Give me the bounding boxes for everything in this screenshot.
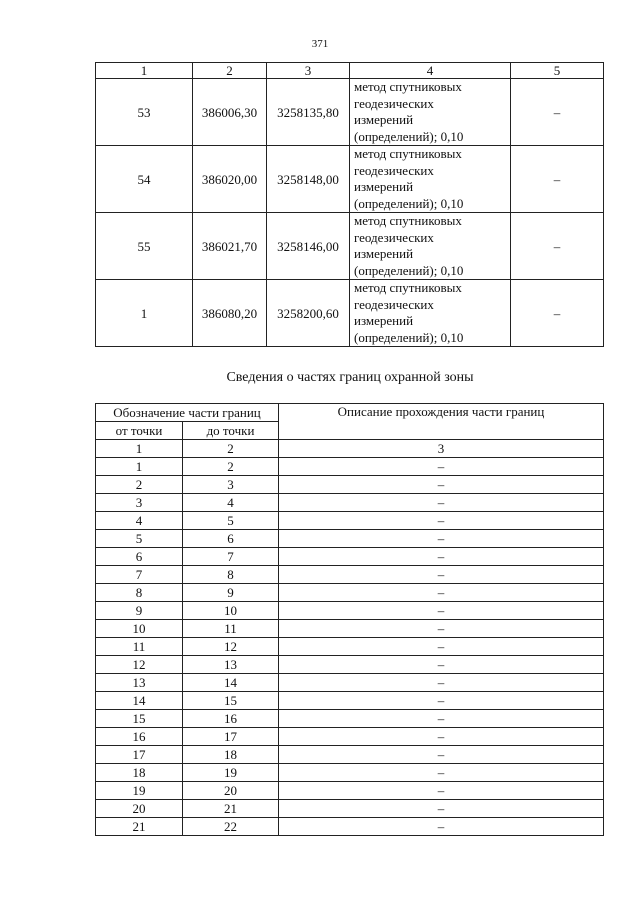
from-point-cell: 14: [96, 692, 183, 710]
description-cell: –: [279, 692, 604, 710]
description-cell: –: [279, 638, 604, 656]
coordinates-table: [95, 62, 604, 347]
to-point-cell: 16: [183, 710, 279, 728]
method-description-cell: [350, 79, 511, 146]
description-cell: –: [279, 674, 604, 692]
to-point-cell: 14: [183, 674, 279, 692]
method-line: измерений: [354, 179, 414, 194]
note-cell: –: [511, 280, 604, 347]
to-point-cell: 9: [183, 584, 279, 602]
to-point-cell: 3: [183, 476, 279, 494]
description-cell: –: [279, 818, 604, 836]
description-cell: –: [279, 782, 604, 800]
note-cell: –: [511, 79, 604, 146]
table-row: [96, 638, 604, 656]
x-coordinate-cell: 386080,20: [193, 280, 267, 347]
table-row: [96, 782, 604, 800]
to-point-cell: 18: [183, 746, 279, 764]
column-number-header: 1: [96, 63, 193, 79]
method-line: (определений); 0,10: [354, 128, 464, 144]
to-point-cell: 21: [183, 800, 279, 818]
table-row: [96, 818, 604, 836]
to-point-cell: 20: [183, 782, 279, 800]
table-row: [96, 584, 604, 602]
note-cell: –: [511, 146, 604, 213]
from-point-cell: 17: [96, 746, 183, 764]
x-coordinate-cell: 386006,30: [193, 79, 267, 146]
from-point-cell: 6: [96, 548, 183, 566]
point-number-cell: 1: [96, 280, 193, 347]
table-row: [96, 512, 604, 530]
to-point-cell: 22: [183, 818, 279, 836]
table-row: [96, 494, 604, 512]
to-point-cell: 19: [183, 764, 279, 782]
header-from-point: от точки: [96, 422, 183, 440]
header-description: Описание прохождения части границ: [279, 404, 604, 440]
y-coordinate-cell: 3258148,00: [267, 146, 350, 213]
table-header-row: [96, 404, 604, 422]
section-title: Сведения о частях границ охранной зоны: [226, 370, 474, 385]
description-cell: –: [279, 530, 604, 548]
point-number-cell: 53: [96, 79, 193, 146]
method-line: метод спутниковых: [354, 280, 462, 295]
method-line: геодезических: [354, 296, 434, 312]
description-cell: –: [279, 512, 604, 530]
y-coordinate-cell: 3258135,80: [267, 79, 350, 146]
table-row: [96, 728, 604, 746]
description-cell: –: [279, 602, 604, 620]
from-point-cell: 19: [96, 782, 183, 800]
to-point-cell: 11: [183, 620, 279, 638]
table-row: [96, 692, 604, 710]
from-point-cell: 2: [96, 476, 183, 494]
from-point-cell: 1: [96, 458, 183, 476]
method-line: (определений); 0,10: [354, 262, 464, 278]
description-cell: –: [279, 800, 604, 818]
table-row: [96, 764, 604, 782]
description-cell: –: [279, 620, 604, 638]
table-row: [96, 146, 604, 213]
from-point-cell: 13: [96, 674, 183, 692]
to-point-cell: 6: [183, 530, 279, 548]
point-number-cell: 54: [96, 146, 193, 213]
table-row: [96, 674, 604, 692]
description-cell: –: [279, 458, 604, 476]
from-point-cell: 9: [96, 602, 183, 620]
from-point-cell: 7: [96, 566, 183, 584]
method-line: метод спутниковых: [354, 79, 462, 94]
column-number-header: 3: [267, 63, 350, 79]
table-row: [96, 656, 604, 674]
from-point-cell: 4: [96, 512, 183, 530]
from-point-cell: 15: [96, 710, 183, 728]
table-row: [96, 548, 604, 566]
point-number-cell: 55: [96, 213, 193, 280]
to-point-cell: 7: [183, 548, 279, 566]
from-point-cell: 5: [96, 530, 183, 548]
to-point-cell: 12: [183, 638, 279, 656]
method-line: геодезических: [354, 229, 434, 245]
description-cell: –: [279, 746, 604, 764]
from-point-cell: 16: [96, 728, 183, 746]
from-point-cell: 20: [96, 800, 183, 818]
table-row: [96, 280, 604, 347]
column-number-header: 4: [350, 63, 511, 79]
method-line: геодезических: [354, 162, 434, 178]
method-description-cell: [350, 280, 511, 347]
table-row: [96, 620, 604, 638]
method-line: измерений: [354, 112, 414, 127]
from-point-cell: 8: [96, 584, 183, 602]
table-row: [96, 530, 604, 548]
column-number-cell: 3: [279, 440, 604, 458]
table-row: [96, 710, 604, 728]
to-point-cell: 10: [183, 602, 279, 620]
method-line: измерений: [354, 246, 414, 261]
to-point-cell: 15: [183, 692, 279, 710]
method-description-cell: [350, 213, 511, 280]
column-number-header: 2: [193, 63, 267, 79]
table-row: [96, 458, 604, 476]
description-cell: –: [279, 548, 604, 566]
y-coordinate-cell: 3258146,00: [267, 213, 350, 280]
to-point-cell: 5: [183, 512, 279, 530]
method-line: метод спутниковых: [354, 146, 462, 161]
to-point-cell: 17: [183, 728, 279, 746]
method-line: (определений); 0,10: [354, 195, 464, 211]
x-coordinate-cell: 386021,70: [193, 213, 267, 280]
table-row: [96, 602, 604, 620]
from-point-cell: 21: [96, 818, 183, 836]
page-number: 371: [311, 38, 329, 50]
method-line: измерений: [354, 313, 414, 328]
to-point-cell: 8: [183, 566, 279, 584]
table-row: [96, 213, 604, 280]
boundary-parts-table: [95, 403, 604, 836]
method-line: геодезических: [354, 95, 434, 111]
description-cell: –: [279, 728, 604, 746]
from-point-cell: 11: [96, 638, 183, 656]
table-row: [96, 566, 604, 584]
column-number-header: 5: [511, 63, 604, 79]
table-row: [96, 79, 604, 146]
to-point-cell: 13: [183, 656, 279, 674]
table-row: [96, 800, 604, 818]
description-cell: –: [279, 566, 604, 584]
description-cell: –: [279, 584, 604, 602]
method-line: (определений); 0,10: [354, 329, 464, 345]
description-cell: –: [279, 764, 604, 782]
note-cell: –: [511, 213, 604, 280]
description-cell: –: [279, 476, 604, 494]
column-number-cell: 2: [183, 440, 279, 458]
header-boundary-part: Обозначение части границ: [96, 404, 279, 422]
to-point-cell: 2: [183, 458, 279, 476]
from-point-cell: 12: [96, 656, 183, 674]
table-row: [96, 746, 604, 764]
to-point-cell: 4: [183, 494, 279, 512]
x-coordinate-cell: 386020,00: [193, 146, 267, 213]
y-coordinate-cell: 3258200,60: [267, 280, 350, 347]
method-line: метод спутниковых: [354, 213, 462, 228]
description-cell: –: [279, 656, 604, 674]
header-to-point: до точки: [183, 422, 279, 440]
description-cell: –: [279, 710, 604, 728]
column-number-cell: 1: [96, 440, 183, 458]
from-point-cell: 10: [96, 620, 183, 638]
table-header-row: [96, 63, 604, 79]
from-point-cell: 3: [96, 494, 183, 512]
method-description-cell: [350, 146, 511, 213]
column-number-row: [96, 440, 604, 458]
from-point-cell: 18: [96, 764, 183, 782]
table-row: [96, 476, 604, 494]
description-cell: –: [279, 494, 604, 512]
